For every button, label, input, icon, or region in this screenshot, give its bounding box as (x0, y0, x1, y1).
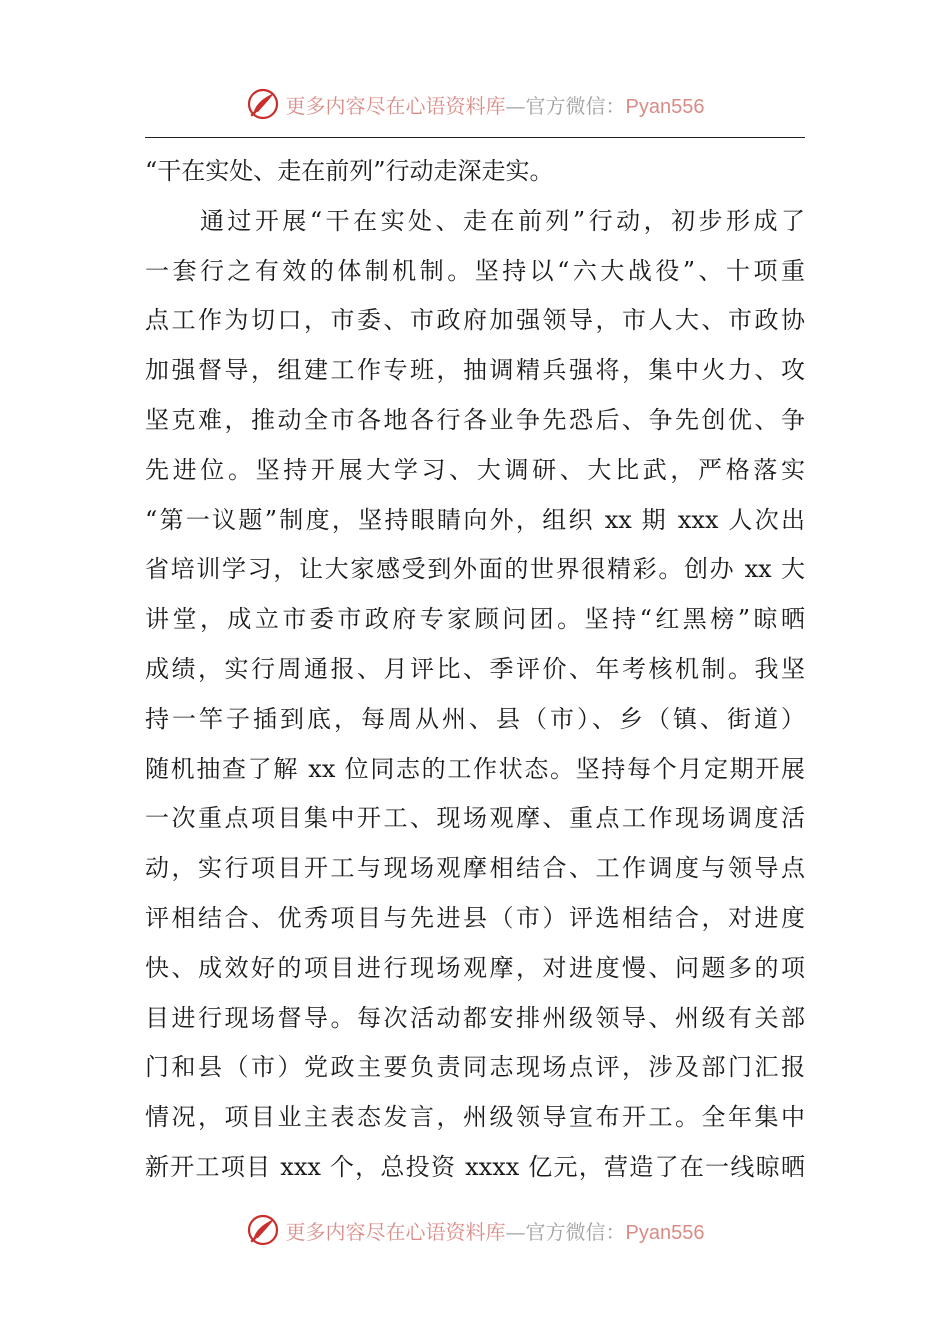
text-line: 先进位。坚持开展大学习、大调研、大比武，严格落实 (145, 455, 805, 484)
footer-banner-text (286, 1216, 705, 1245)
text-line: 坚克难，推动全市各地各行各业争先恐后、争先创优、争 (145, 405, 805, 434)
text-line: 新开工项目 xxx 个，总投资 xxxx 亿元，营造了在一线晾晒 (145, 1152, 805, 1181)
banner-main-text: 更多内容尽在心语资料库 (285, 1219, 506, 1244)
text-line: 成绩，实行周通报、月评比、季评价、年考核机制。我坚 (145, 654, 805, 683)
brush-logo-icon (246, 87, 280, 121)
text-line: 情况，项目业主表态发言，州级领导宣布开工。全年集中 (145, 1103, 805, 1132)
document-body (145, 147, 805, 1193)
brush-logo-icon (246, 1213, 280, 1247)
banner-dash: — (505, 1219, 526, 1244)
banner-wechat-label: 官方微信： (525, 1219, 626, 1244)
banner-main-text: 更多内容尽在心语资料库 (285, 93, 506, 118)
text-line: 随机抽查了解 xx 位同志的工作状态。坚持每个月定期开展 (145, 754, 805, 783)
text-line: 一套行之有效的体制机制。坚持以“六大战役”、十项重 (145, 256, 805, 285)
text-line: 持一竿子插到底，每周从州、县（市）、乡（镇、街道） (145, 704, 805, 733)
page-header-banner (0, 84, 950, 124)
text-line: 一次重点项目集中开工、现场观摩、重点工作现场调度活 (145, 804, 805, 833)
text-line: 评相结合、优秀项目与先进县（市）评选相结合，对进度 (145, 903, 805, 932)
page-footer-banner (0, 1210, 950, 1250)
banner-wechat-label: 官方微信： (525, 93, 626, 118)
header-banner-text (286, 90, 705, 119)
text-line: 动，实行项目开工与现场观摩相结合、工作调度与领导点 (145, 854, 805, 883)
banner-wechat-id: Pyan556 (625, 95, 705, 118)
text-line: “干在实处、走在前列”行动走深走实。 (145, 157, 554, 185)
text-line: 点工作为切口，市委、市政府加强领导，市人大、市政协 (145, 306, 805, 335)
text-line: 省培训学习，让大家感受到外面的世界很精彩。创办 xx 大 (145, 555, 805, 584)
banner-dash: — (505, 93, 526, 118)
text-line: 讲堂，成立市委市政府专家顾问团。坚持“红黑榜”晾晒 (145, 605, 805, 634)
header-divider (145, 137, 805, 138)
text-line: 门和县（市）党政主要负责同志现场点评，涉及部门汇报 (145, 1053, 805, 1082)
text-line: 通过开展“干在实处、走在前列”行动，初步形成了 (145, 206, 805, 235)
banner-wechat-id: Pyan556 (625, 1221, 705, 1244)
text-line: 快、成效好的项目进行现场观摩，对进度慢、问题多的项 (145, 953, 805, 982)
text-line: 目进行现场督导。每次活动都安排州级领导、州级有关部 (145, 1003, 805, 1032)
text-line: 加强督导，组建工作专班，抽调精兵强将，集中火力、攻 (145, 356, 805, 385)
text-line: “第一议题”制度，坚持眼睛向外，组织 xx 期 xxx 人次出 (145, 505, 805, 534)
